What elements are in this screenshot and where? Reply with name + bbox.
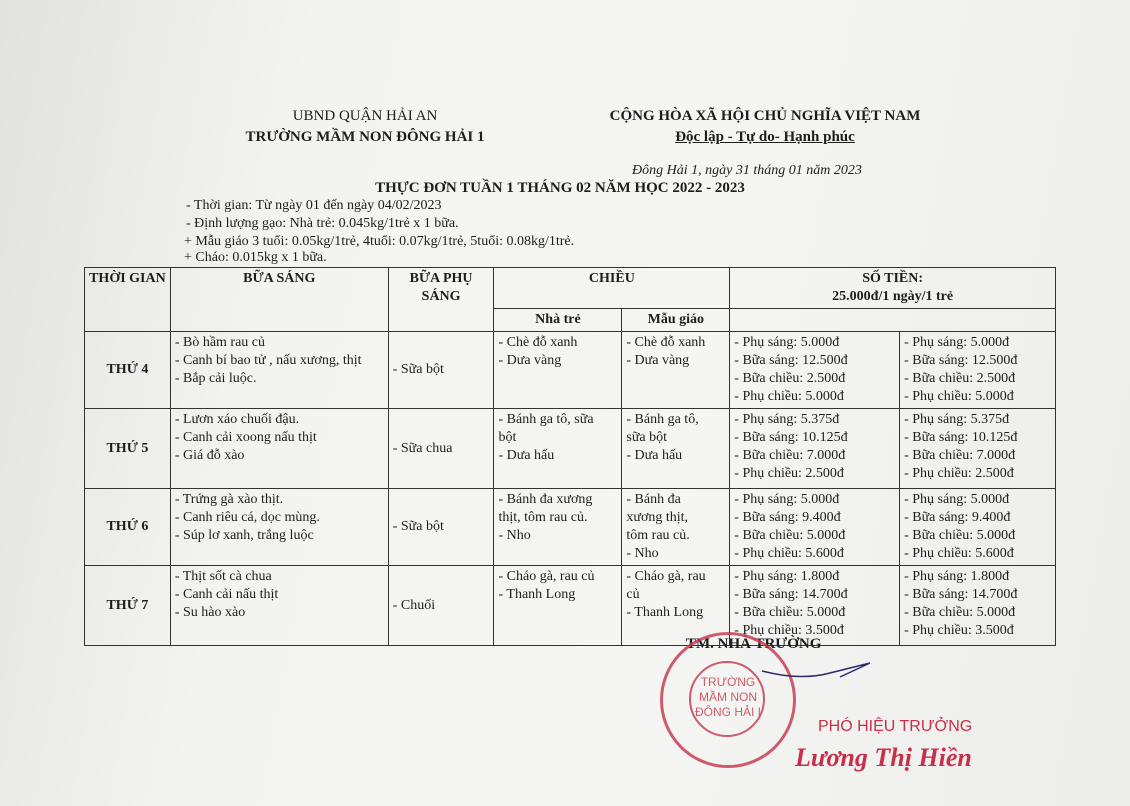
nursery-cell-line: - Dưa hấu bbox=[498, 448, 555, 463]
cost-cell-line: - Bữa sáng: 14.700đ bbox=[734, 587, 848, 602]
day-cell: THỨ 4 bbox=[85, 332, 171, 409]
day-cell: THỨ 6 bbox=[85, 489, 171, 566]
cost-cell-line: - Phụ chiều: 5.600đ bbox=[904, 546, 1014, 561]
nursery-cell-line: - Bánh đa xương bbox=[498, 492, 593, 507]
school-name: TRƯỜNG MẦM NON ĐÔNG HẢI 1 bbox=[245, 129, 485, 145]
kinder-cell-line: sữa bột bbox=[626, 430, 668, 445]
info-line: + Mẫu giáo 3 tuổi: 0.05kg/1trẻ, 4tuổi: 0.07kg/1trẻ, 5tuổi: 0.08kg/1trẻ. bbox=[184, 234, 575, 249]
table-header-row bbox=[85, 268, 1056, 309]
cost-cell-line: - Phụ chiều: 2.500đ bbox=[734, 466, 844, 481]
header-kinder: Mẫu giáo bbox=[622, 309, 730, 332]
cost-cell bbox=[730, 566, 900, 646]
nursery-cell-line: - Cháo gà, rau củ bbox=[498, 569, 595, 584]
school-board-label: TM. NHÀ TRƯỜNG bbox=[686, 636, 822, 652]
cost-cell-line: - Phụ sáng: 5.000đ bbox=[734, 335, 840, 350]
breakfast-cell-line: - Bò hầm rau củ bbox=[174, 335, 266, 350]
cost-cell-line: - Phụ chiều: 2.500đ bbox=[904, 466, 1014, 481]
cost-cell-line: - Bữa sáng: 9.400đ bbox=[734, 510, 841, 525]
info-line: - Thời gian: Từ ngày 01 đến ngày 04/02/2023 bbox=[186, 198, 442, 213]
cost-cell-line: - Bữa sáng: 9.400đ bbox=[904, 510, 1011, 525]
snack-cell: - Sữa chua bbox=[388, 409, 494, 489]
cost-cell-line: - Bữa chiều: 5.000đ bbox=[734, 528, 846, 543]
kinder-cell bbox=[622, 489, 730, 566]
table-row bbox=[85, 332, 1056, 409]
document-title: THỰC ĐƠN TUẦN 1 THÁNG 02 NĂM HỌC 2022 - 2023 bbox=[375, 180, 745, 196]
nursery-cell-line: - Dưa vàng bbox=[498, 353, 562, 368]
cost-cell bbox=[900, 489, 1056, 566]
breakfast-cell-line: - Giá đỗ xào bbox=[174, 448, 245, 463]
cost-cell-line: - Bữa sáng: 10.125đ bbox=[904, 430, 1018, 445]
breakfast-cell-line: - Bắp cải luộc. bbox=[174, 371, 257, 386]
header-breakfast: BỮA SÁNG bbox=[170, 268, 388, 332]
seal-line: ĐÔNG HẢI I bbox=[694, 705, 761, 719]
cost-cell-line: - Bữa chiều: 5.000đ bbox=[904, 528, 1016, 543]
signature-stroke bbox=[760, 655, 880, 685]
cost-cell-line: - Bữa sáng: 14.700đ bbox=[904, 587, 1018, 602]
menu-body bbox=[85, 332, 1056, 646]
cost-cell bbox=[900, 409, 1056, 489]
menu-table bbox=[84, 267, 1056, 646]
breakfast-cell-line: - Canh cải nấu thịt bbox=[174, 587, 279, 602]
cost-cell-line: - Bữa chiều: 7.000đ bbox=[734, 448, 846, 463]
cost-cell-line: - Bữa sáng: 12.500đ bbox=[734, 353, 848, 368]
cost-cell bbox=[900, 332, 1056, 409]
info-line: + Cháo: 0.015kg x 1 bữa. bbox=[184, 250, 327, 265]
breakfast-cell-line: - Súp lơ xanh, trắng luộc bbox=[174, 528, 314, 543]
kinder-cell-line: - Dưa vàng bbox=[626, 353, 690, 368]
cost-cell-line: - Bữa sáng: 12.500đ bbox=[904, 353, 1018, 368]
cost-cell-line: - Phụ chiều: 3.500đ bbox=[904, 623, 1014, 638]
kinder-cell-line: - Dưa hấu bbox=[626, 448, 683, 463]
cost-cell-line: - Bữa chiều: 2.500đ bbox=[904, 371, 1016, 386]
kinder-cell-line: - Chè đỗ xanh bbox=[626, 335, 706, 350]
day-cell: THỨ 7 bbox=[85, 566, 171, 646]
nursery-cell-line: - Thanh Long bbox=[498, 587, 576, 602]
cost-cell bbox=[730, 332, 900, 409]
kinder-cell-line: - Thanh Long bbox=[626, 605, 704, 620]
kinder-cell bbox=[622, 409, 730, 489]
info-line: - Định lượng gạo: Nhà trẻ: 0.045kg/1trẻ x 1 bữa. bbox=[186, 216, 459, 231]
nursery-cell-line: bột bbox=[498, 430, 517, 445]
national-title: CỘNG HÒA XÃ HỘI CHỦ NGHĨA VIỆT NAM bbox=[609, 108, 921, 124]
snack-cell: - Sữa bột bbox=[388, 489, 494, 566]
nursery-cell bbox=[494, 409, 622, 489]
document-date: Đông Hải 1, ngày 31 tháng 01 năm 2023 bbox=[632, 163, 862, 178]
header-snack: BỮA PHỤ SÁNG bbox=[388, 268, 494, 332]
breakfast-cell bbox=[170, 489, 388, 566]
breakfast-cell-line: - Canh bí bao tử , nấu xương, thịt bbox=[174, 353, 362, 368]
header-time: THỜI GIAN bbox=[85, 268, 171, 332]
cost-cell-line: - Phụ sáng: 1.800đ bbox=[734, 569, 840, 584]
nursery-cell-line: thịt, tôm rau củ. bbox=[498, 510, 588, 525]
cost-cell-line: - Bữa chiều: 2.500đ bbox=[734, 371, 846, 386]
cost-cell-line: - Bữa chiều: 7.000đ bbox=[904, 448, 1016, 463]
kinder-cell-line: tôm rau củ. bbox=[626, 528, 690, 543]
breakfast-cell bbox=[170, 332, 388, 409]
cost-cell-line: - Bữa chiều: 5.000đ bbox=[904, 605, 1016, 620]
nursery-cell-line: - Nho bbox=[498, 528, 531, 543]
national-motto: Độc lập - Tự do- Hạnh phúc bbox=[675, 129, 855, 145]
cost-cell-line: - Phụ sáng: 1.800đ bbox=[904, 569, 1010, 584]
cost-cell-line: - Phụ sáng: 5.375đ bbox=[904, 412, 1010, 427]
cost-cell-line: - Phụ sáng: 5.000đ bbox=[734, 492, 840, 507]
breakfast-cell-line: - Canh riêu cá, dọc mùng. bbox=[174, 510, 320, 525]
cost-cell bbox=[900, 566, 1056, 646]
kinder-cell-line: - Bánh ga tô, bbox=[626, 412, 699, 427]
breakfast-cell-line: - Canh cải xoong nấu thịt bbox=[174, 430, 317, 445]
breakfast-cell-line: - Thịt sốt cà chua bbox=[174, 569, 272, 584]
district-name: UBND QUẬN HẢI AN bbox=[292, 108, 438, 124]
nursery-cell-line: - Chè đỗ xanh bbox=[498, 335, 578, 350]
school-seal bbox=[660, 632, 796, 768]
header-cost-spacer bbox=[730, 309, 1056, 332]
kinder-cell-line: củ bbox=[626, 587, 640, 602]
nursery-cell bbox=[494, 489, 622, 566]
kinder-cell bbox=[622, 332, 730, 409]
kinder-cell-line: - Nho bbox=[626, 546, 659, 561]
kinder-cell-line: xương thịt, bbox=[626, 510, 689, 525]
nursery-cell-line: - Bánh ga tô, sữa bbox=[498, 412, 594, 427]
signer-title: PHÓ HIỆU TRƯỞNG bbox=[818, 718, 973, 735]
cost-cell-line: - Phụ chiều: 5.600đ bbox=[734, 546, 844, 561]
cost-cell bbox=[730, 489, 900, 566]
breakfast-cell-line: - Trứng gà xào thịt. bbox=[174, 492, 284, 507]
kinder-cell-line: - Cháo gà, rau bbox=[626, 569, 706, 584]
cost-cell-line: - Phụ chiều: 5.000đ bbox=[734, 389, 844, 404]
header-cost-title: SỐ TIỀN: bbox=[862, 271, 924, 286]
header-cost bbox=[730, 268, 1056, 309]
breakfast-cell bbox=[170, 566, 388, 646]
day-cell: THỨ 5 bbox=[85, 409, 171, 489]
snack-cell: - Chuối bbox=[388, 566, 494, 646]
signer-name: Lương Thị Hiền bbox=[795, 743, 972, 772]
header-nursery: Nhà trẻ bbox=[494, 309, 622, 332]
cost-cell-line: - Phụ sáng: 5.375đ bbox=[734, 412, 840, 427]
header-afternoon: CHIỀU bbox=[494, 268, 730, 309]
header-cost-sub: 25.000đ/1 ngày/1 trẻ bbox=[832, 289, 954, 304]
cost-cell-line: - Phụ chiều: 3.500đ bbox=[734, 623, 844, 638]
breakfast-cell-line: - Su hào xào bbox=[174, 605, 246, 620]
cost-cell-line: - Bữa sáng: 10.125đ bbox=[734, 430, 848, 445]
kinder-cell-line: - Bánh đa bbox=[626, 492, 681, 507]
table-row bbox=[85, 566, 1056, 646]
cost-cell-line: - Phụ sáng: 5.000đ bbox=[904, 335, 1010, 350]
seal-line: TRƯỜNG bbox=[700, 675, 756, 689]
breakfast-cell bbox=[170, 409, 388, 489]
seal-line: MẦM NON bbox=[699, 690, 757, 704]
nursery-cell bbox=[494, 566, 622, 646]
cost-cell-line: - Bữa chiều: 5.000đ bbox=[734, 605, 846, 620]
nursery-cell bbox=[494, 332, 622, 409]
snack-cell: - Sữa bột bbox=[388, 332, 494, 409]
cost-cell bbox=[730, 409, 900, 489]
table-row bbox=[85, 489, 1056, 566]
cost-cell-line: - Phụ sáng: 5.000đ bbox=[904, 492, 1010, 507]
table-row bbox=[85, 409, 1056, 489]
breakfast-cell-line: - Lươn xáo chuối đậu. bbox=[174, 412, 300, 427]
cost-cell-line: - Phụ chiều: 5.000đ bbox=[904, 389, 1014, 404]
